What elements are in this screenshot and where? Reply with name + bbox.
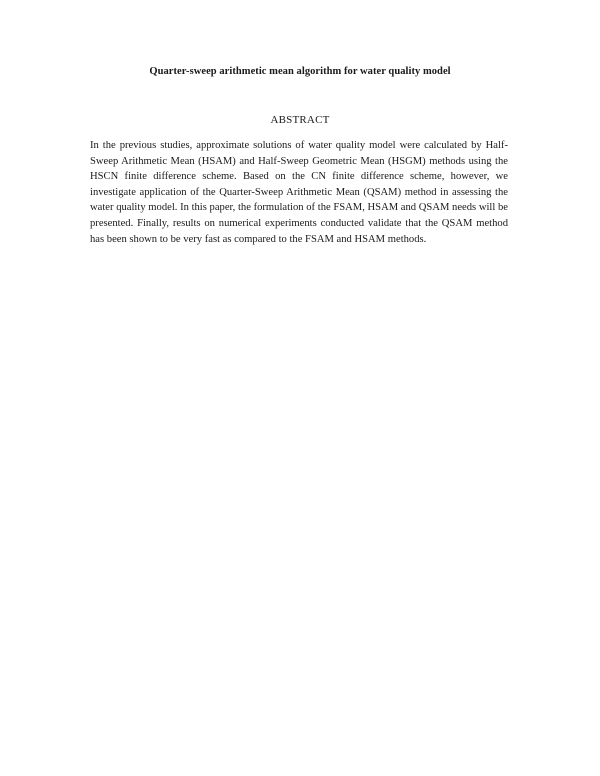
abstract-text: In the previous studies, approximate solutions of water quality model were calculated by Half-Sweep Arithmetic Mean (HSAM) and Half-Sweep Geometric Mean (HSGM) methods using the HSCN finite difference scheme. Based on the CN finite difference scheme, however, we investigate application of the Quarter-Sweep Arithmetic Mean (QSAM) method in assessing the water quality model. In this paper, the formulation of the FSAM, HSAM and QSAM needs will be presented. Finally, results on numerical experiments conducted validate that the QSAM method has been shown to be very fast as compared to the FSAM and HSAM methods. <box>90 140 508 245</box>
abstract-heading: ABSTRACT <box>270 114 330 126</box>
paper-title: Quarter-sweep arithmetic mean algorithm for water quality model <box>149 66 451 77</box>
